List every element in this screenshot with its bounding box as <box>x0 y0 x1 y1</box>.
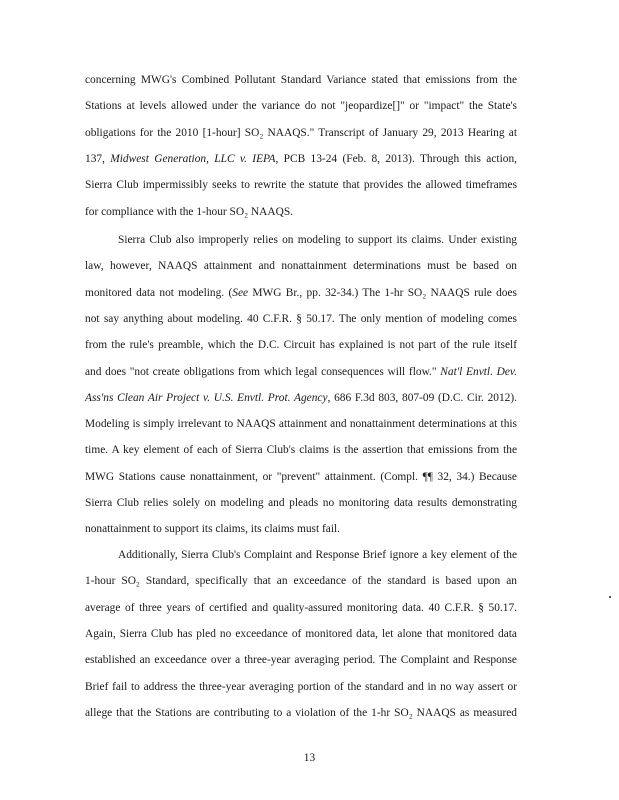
text-line: not say anything about modeling. 40 C.F.R. § 50.17. The only mention of modeling comes <box>85 312 517 325</box>
text-line: Sierra Club also improperly relies on modeling to support its claims. Under existing <box>118 234 517 246</box>
text-line: time. A key element of each of Sierra Club's claims is the assertion that emissions from the <box>85 444 517 457</box>
text-line: Additionally, Sierra Club's Complaint and Response Brief ignore a key element of the <box>118 549 517 561</box>
text-line: average of three years of certified and quality-assured monitoring data. 40 C.F.R. § 50.17. <box>85 601 517 614</box>
text-line: Stations at levels allowed under the variance do not "jeopardize[]" or "impact" the State's <box>85 100 517 113</box>
text-line: from the rule's preamble, which the D.C. Circuit has explained is not part of the rule itself <box>85 339 517 352</box>
text-line: established an exceedance over a three-year averaging period. The Complaint and Response <box>85 654 517 667</box>
text-line: law, however, NAAQS attainment and nonattainment determinations must be based on <box>85 260 517 273</box>
text-line: obligations for the 2010 [1-hour] SO₂ NAAQS." Transcript of January 29, 2013 Hearing at <box>85 126 517 139</box>
text-line: for compliance with the 1-hour SO₂ NAAQS. <box>85 205 294 218</box>
text-line: monitored data not modeling. (See MWG Br., pp. 32-34.) The 1-hr SO₂ NAAQS rule does <box>85 286 517 299</box>
page-number: 13 <box>303 752 316 764</box>
text-line: allege that the Stations are contributing to a violation of the 1-hr SO₂ NAAQS as measured <box>85 706 517 719</box>
text-line: and does "not create obligations from which legal consequences will flow." Nat'l Envtl. Dev. <box>85 365 517 378</box>
text-line: Modeling is simply irrelevant to NAAQS attainment and nonattainment determinations at this <box>85 418 517 431</box>
text-line: Brief fail to address the three-year averaging portion of the standard and in no way assert or <box>85 680 517 693</box>
text-line: concerning MWG's Combined Pollutant Standard Variance stated that emissions from the <box>85 74 517 86</box>
margin-speck <box>609 596 611 598</box>
text-line: 137, Midwest Generation, LLC v. IEPA, PCB 13-24 (Feb. 8, 2013). Through this action, <box>85 152 517 165</box>
text-line: MWG Stations cause nonattainment, or "prevent" attainment. (Compl. ¶¶ 32, 34.) Because <box>85 470 517 483</box>
text-line: Sierra Club relies solely on modeling and pleads no monitoring data results demonstrating <box>85 497 517 509</box>
text-line: 1-hour SO₂ Standard, specifically that an exceedance of the standard is based upon an <box>85 575 517 588</box>
text-line: Again, Sierra Club has pled no exceedance of monitored data, let alone that monitored data <box>85 627 517 640</box>
text-line: Sierra Club impermissibly seeks to rewrite the statute that provides the allowed timeframes <box>85 179 517 192</box>
text-line: nonattainment to support its claims, its claims must fail. <box>85 523 340 536</box>
text-line: Ass'ns Clean Air Project v. U.S. Envtl. Prot. Agency, 686 F.3d 803, 807-09 (D.C. Cir. 2012). <box>85 391 517 404</box>
